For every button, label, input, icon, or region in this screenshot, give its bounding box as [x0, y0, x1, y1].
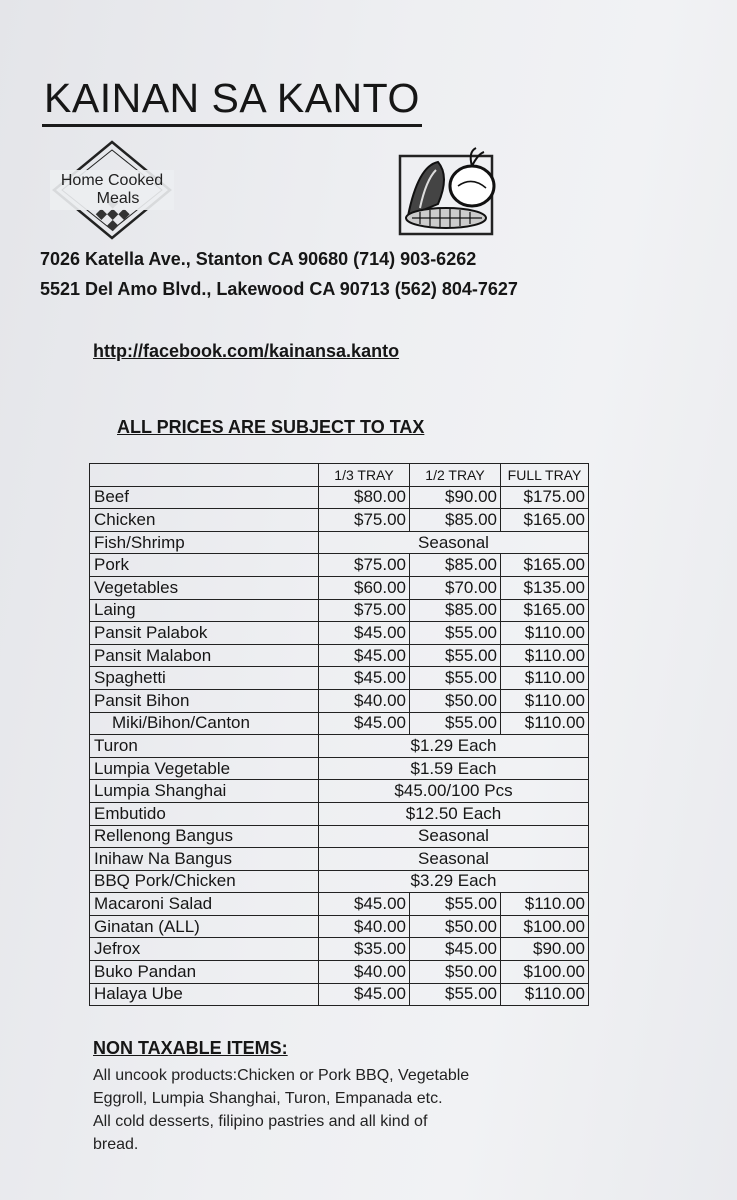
item-name: Turon [90, 735, 319, 758]
item-name: Vegetables [90, 576, 319, 599]
table-row [90, 938, 589, 961]
table-row [90, 712, 589, 735]
table-row [90, 780, 589, 803]
non-taxable-line: All cold desserts, filipino pastries and all kind of [93, 1113, 428, 1130]
price-half-tray: $90.00 [410, 486, 501, 509]
table-header-row [90, 464, 589, 487]
header-item [90, 464, 319, 487]
item-name: Pansit Palabok [90, 622, 319, 645]
item-name: Rellenong Bangus [90, 825, 319, 848]
table-row [90, 667, 589, 690]
item-name: Miki/Bihon/Canton [90, 712, 319, 735]
price-note: Seasonal [319, 825, 589, 848]
price-table [89, 463, 589, 1006]
svg-text:Meals: Meals [96, 190, 140, 207]
table-row [90, 689, 589, 712]
price-third-tray: $45.00 [319, 667, 410, 690]
price-half-tray: $70.00 [410, 576, 501, 599]
price-note: $12.50 Each [319, 802, 589, 825]
price-half-tray: $50.00 [410, 915, 501, 938]
price-full-tray: $110.00 [501, 667, 589, 690]
price-third-tray: $80.00 [319, 486, 410, 509]
vegetables-icon [398, 146, 502, 236]
price-half-tray: $85.00 [410, 509, 501, 532]
price-note: Seasonal [319, 848, 589, 871]
price-half-tray: $85.00 [410, 599, 501, 622]
item-name: Macaroni Salad [90, 893, 319, 916]
price-note: $3.29 Each [319, 870, 589, 893]
price-full-tray: $90.00 [501, 938, 589, 961]
non-taxable-line: All uncook products:Chicken or Pork BBQ, Vegetable [93, 1067, 470, 1084]
non-taxable-title: NON TAXABLE ITEMS: [93, 1038, 288, 1058]
table-row [90, 599, 589, 622]
header-full-tray: FULL TRAY [501, 464, 589, 487]
price-full-tray: $165.00 [501, 509, 589, 532]
price-full-tray: $175.00 [501, 486, 589, 509]
item-name: Ginatan (ALL) [90, 915, 319, 938]
price-full-tray: $110.00 [501, 712, 589, 735]
price-third-tray: $60.00 [319, 576, 410, 599]
page-title: KAINAN SA KANTO [42, 76, 422, 127]
table-row [90, 509, 589, 532]
price-third-tray: $35.00 [319, 938, 410, 961]
item-name: Embutido [90, 802, 319, 825]
item-name: Lumpia Shanghai [90, 780, 319, 803]
item-name: BBQ Pork/Chicken [90, 870, 319, 893]
table-row [90, 757, 589, 780]
table-row [90, 825, 589, 848]
price-third-tray: $45.00 [319, 893, 410, 916]
table-row [90, 848, 589, 871]
price-note: $1.29 Each [319, 735, 589, 758]
tax-notice: ALL PRICES ARE SUBJECT TO TAX [117, 417, 425, 437]
header-half-tray: 1/2 TRAY [410, 464, 501, 487]
item-name: Pansit Malabon [90, 644, 319, 667]
table-row [90, 961, 589, 984]
price-half-tray: $55.00 [410, 622, 501, 645]
price-half-tray: $55.00 [410, 983, 501, 1006]
item-name: Laing [90, 599, 319, 622]
price-note: $1.59 Each [319, 757, 589, 780]
item-name: Beef [90, 486, 319, 509]
price-full-tray: $100.00 [501, 915, 589, 938]
item-name: Jefrox [90, 938, 319, 961]
price-full-tray: $165.00 [501, 599, 589, 622]
address-lakewood: 5521 Del Amo Blvd., Lakewood CA 90713 (562) 804-7627 [40, 279, 518, 299]
item-name: Spaghetti [90, 667, 319, 690]
price-half-tray: $85.00 [410, 554, 501, 577]
price-third-tray: $40.00 [319, 961, 410, 984]
svg-text:Home Cooked: Home Cooked [60, 172, 164, 189]
price-half-tray: $50.00 [410, 689, 501, 712]
price-full-tray: $110.00 [501, 644, 589, 667]
price-third-tray: $75.00 [319, 554, 410, 577]
table-row [90, 622, 589, 645]
table-row [90, 735, 589, 758]
item-name: Pork [90, 554, 319, 577]
price-half-tray: $55.00 [410, 644, 501, 667]
price-full-tray: $110.00 [501, 689, 589, 712]
table-row [90, 486, 589, 509]
table-row [90, 554, 589, 577]
item-name: Lumpia Vegetable [90, 757, 319, 780]
table-row [90, 870, 589, 893]
price-full-tray: $110.00 [501, 622, 589, 645]
facebook-link[interactable]: http://facebook.com/kainansa.kanto [93, 341, 400, 361]
non-taxable-list [93, 1064, 533, 1156]
item-name: Chicken [90, 509, 319, 532]
price-half-tray: $55.00 [410, 893, 501, 916]
price-full-tray: $100.00 [501, 961, 589, 984]
table-row [90, 802, 589, 825]
price-third-tray: $40.00 [319, 689, 410, 712]
price-third-tray: $45.00 [319, 644, 410, 667]
price-full-tray: $110.00 [501, 983, 589, 1006]
price-third-tray: $75.00 [319, 509, 410, 532]
table-row [90, 576, 589, 599]
price-note: $45.00/100 Pcs [319, 780, 589, 803]
item-name: Inihaw Na Bangus [90, 848, 319, 871]
price-third-tray: $40.00 [319, 915, 410, 938]
address-stanton: 7026 Katella Ave., Stanton CA 90680 (714) 903-6262 [40, 249, 477, 269]
item-name: Halaya Ube [90, 983, 319, 1006]
price-third-tray: $45.00 [319, 622, 410, 645]
price-third-tray: $45.00 [319, 983, 410, 1006]
price-full-tray: $135.00 [501, 576, 589, 599]
price-half-tray: $50.00 [410, 961, 501, 984]
non-taxable-line: bread. [93, 1136, 139, 1153]
table-row [90, 893, 589, 916]
table-row [90, 915, 589, 938]
item-name: Pansit Bihon [90, 689, 319, 712]
table-row [90, 983, 589, 1006]
home-cooked-meals-logo [50, 140, 174, 240]
price-third-tray: $45.00 [319, 712, 410, 735]
non-taxable-line: Eggroll, Lumpia Shanghai, Turon, Empanada etc. [93, 1090, 443, 1107]
price-half-tray: $55.00 [410, 667, 501, 690]
header-third-tray: 1/3 TRAY [319, 464, 410, 487]
price-full-tray: $165.00 [501, 554, 589, 577]
item-name: Buko Pandan [90, 961, 319, 984]
price-third-tray: $75.00 [319, 599, 410, 622]
price-half-tray: $55.00 [410, 712, 501, 735]
table-row [90, 644, 589, 667]
table-row [90, 531, 589, 554]
price-note: Seasonal [319, 531, 589, 554]
item-name: Fish/Shrimp [90, 531, 319, 554]
price-full-tray: $110.00 [501, 893, 589, 916]
price-half-tray: $45.00 [410, 938, 501, 961]
